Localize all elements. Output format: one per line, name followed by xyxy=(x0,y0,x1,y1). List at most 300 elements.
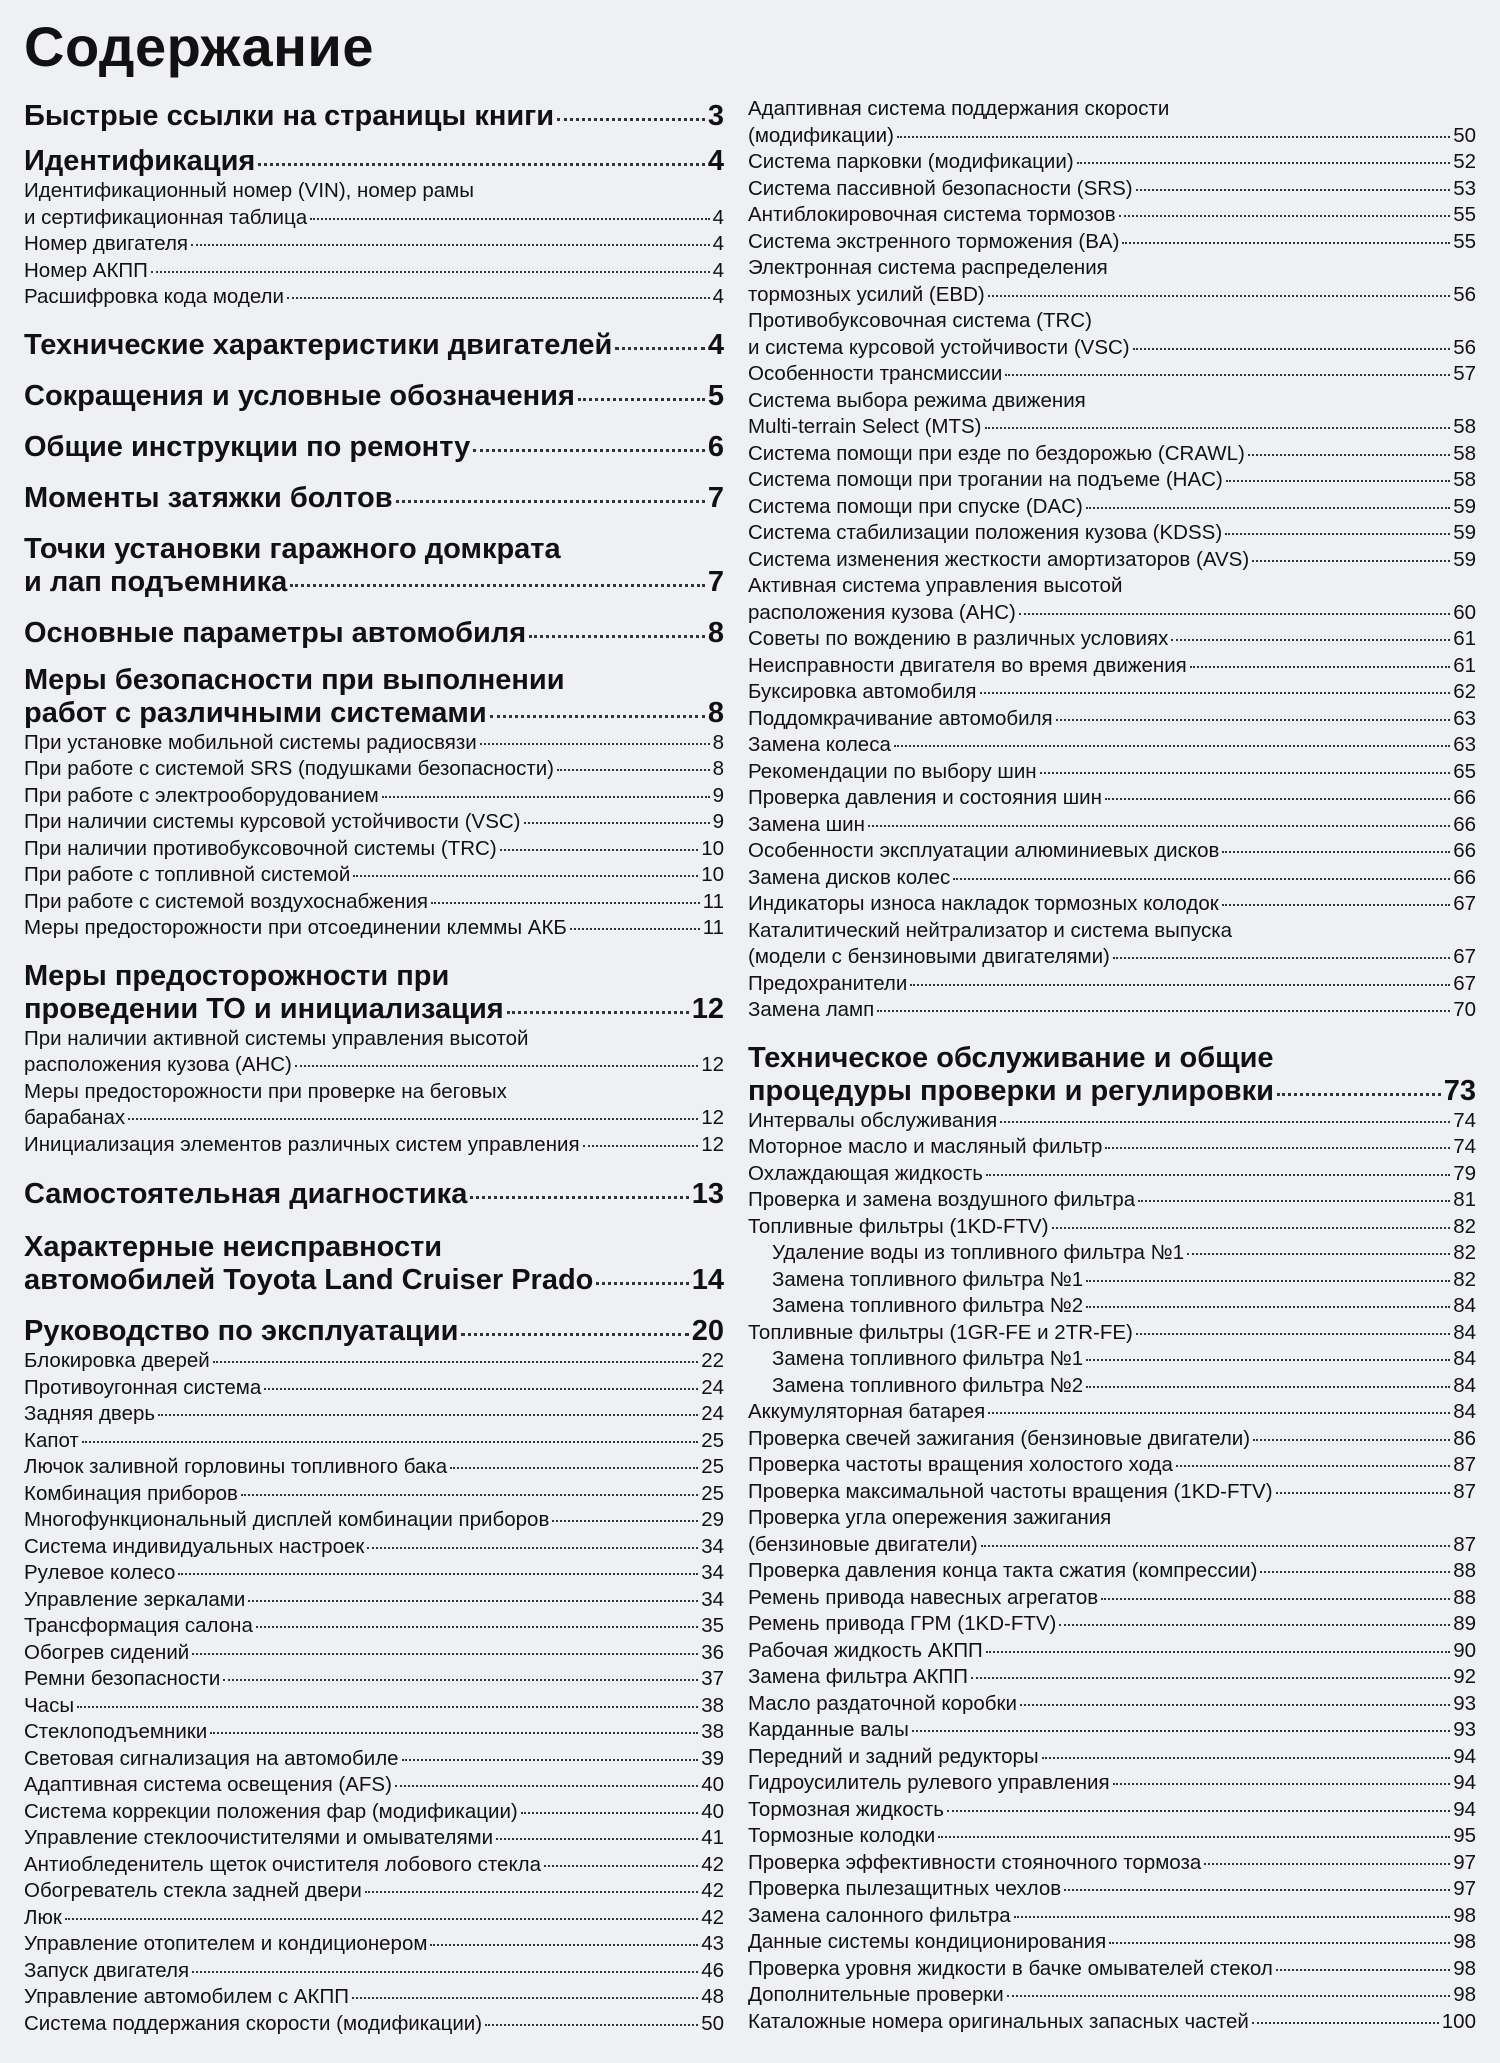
toc-entry-title: (модификации) xyxy=(748,123,894,147)
dot-leader xyxy=(1136,1333,1450,1335)
dot-leader xyxy=(402,1759,699,1761)
toc-heading-line: Характерные неисправности xyxy=(24,1231,443,1263)
toc-entry-title: Система помощи при спуске (DAC) xyxy=(748,494,1083,518)
toc-page-number: 84 xyxy=(1453,1400,1476,1423)
dot-leader xyxy=(1101,1598,1450,1600)
dot-leader xyxy=(1276,1492,1451,1494)
dot-leader xyxy=(912,1730,1450,1732)
toc-page-number: 11 xyxy=(702,916,724,939)
toc-entry-title: проведении ТО и инициализация xyxy=(24,992,504,1025)
dot-leader xyxy=(1007,1995,1450,1997)
toc-entry[interactable] xyxy=(748,176,1476,203)
toc-entry[interactable] xyxy=(24,1375,724,1402)
toc-heading[interactable] xyxy=(24,566,724,599)
toc-page-number: 98 xyxy=(1453,1903,1476,1927)
toc-entry[interactable] xyxy=(748,1717,1476,1744)
toc-entry-title: Обогреватель стекла задней двери xyxy=(24,1879,362,1902)
toc-page-number: 53 xyxy=(1453,176,1476,200)
toc-heading[interactable] xyxy=(24,993,724,1026)
toc-entry[interactable] xyxy=(748,149,1476,176)
toc-entry[interactable] xyxy=(24,1348,724,1375)
toc-page-number: 79 xyxy=(1453,1161,1476,1185)
toc-entry[interactable] xyxy=(748,1320,1476,1347)
toc-entry-title: Противоугонная система xyxy=(24,1375,262,1399)
dot-leader xyxy=(223,1679,698,1681)
toc-page-number: 13 xyxy=(691,1178,724,1210)
toc-entry[interactable] xyxy=(748,1108,1476,1135)
toc-page-number: 87 xyxy=(1453,1453,1476,1476)
toc-entry[interactable] xyxy=(748,547,1476,574)
toc-page-number: 98 xyxy=(1453,1983,1476,2006)
toc-entry[interactable] xyxy=(24,1799,724,1826)
toc-entry-title: Система поддержания скорости (модификации) xyxy=(24,2011,483,2035)
toc-entry[interactable] xyxy=(748,1532,1476,1559)
toc-entry[interactable] xyxy=(24,1984,724,2011)
toc-entry[interactable] xyxy=(748,1611,1476,1638)
dot-leader xyxy=(82,1441,698,1443)
toc-entry[interactable] xyxy=(748,520,1476,547)
toc-page-number: 8 xyxy=(712,757,724,780)
toc-entry[interactable] xyxy=(748,1850,1476,1877)
toc-page-number: 39 xyxy=(701,1746,724,1770)
toc-entry-title: Часы xyxy=(24,1693,75,1717)
toc-entry[interactable] xyxy=(24,1052,724,1079)
toc-entry[interactable] xyxy=(748,494,1476,521)
toc-page-number: 66 xyxy=(1453,865,1476,889)
toc-entry-line: Проверка угла опережения зажигания xyxy=(748,1506,1112,1529)
toc-heading[interactable] xyxy=(748,1075,1476,1108)
dot-leader xyxy=(1113,1783,1451,1785)
toc-entry-title: Управление стеклоочистителями и омывателями xyxy=(24,1826,494,1849)
toc-heading[interactable] xyxy=(24,1315,724,1348)
toc-entry-line: Меры предосторожности при проверке на беговых xyxy=(24,1079,507,1103)
toc-entry-title: Ремень привода навесных агрегатов xyxy=(748,1585,1099,1609)
dot-leader xyxy=(552,1520,698,1522)
toc-entry[interactable] xyxy=(748,1585,1476,1612)
toc-entry-title: Система индивидуальных настроек xyxy=(24,1534,365,1558)
toc-page-number: 61 xyxy=(1453,627,1476,650)
toc-entry-title: Замена салонного фильтра xyxy=(748,1903,1011,1927)
dot-leader xyxy=(151,271,710,273)
toc-entry-title: автомобилей Toyota Land Cruiser Prado xyxy=(24,1264,594,1296)
dot-leader xyxy=(395,1785,698,1787)
dot-leader xyxy=(496,1838,698,1840)
toc-entry[interactable] xyxy=(748,1240,1476,1267)
toc-entry-title: Управление отопителем и кондиционером xyxy=(24,1932,428,1955)
toc-page-number: 4 xyxy=(707,328,724,361)
toc-entry[interactable] xyxy=(748,1903,1476,1930)
toc-entry-title: При установке мобильной системы радиосвязи xyxy=(24,730,477,754)
toc-page-number: 4 xyxy=(707,145,724,177)
dot-leader xyxy=(1005,374,1450,376)
toc-page-number: 12 xyxy=(701,1106,724,1129)
toc-page-number: 59 xyxy=(1453,521,1476,544)
toc-page-number: 12 xyxy=(701,1053,724,1076)
toc-entry[interactable] xyxy=(748,1770,1476,1797)
toc-entry[interactable] xyxy=(24,1931,724,1958)
dot-leader xyxy=(953,878,1450,880)
toc-page-number: 67 xyxy=(1453,945,1476,968)
toc-page-number: 8 xyxy=(707,616,724,649)
toc-page-number: 56 xyxy=(1453,282,1476,306)
dot-leader xyxy=(210,1732,698,1734)
dot-leader xyxy=(500,849,699,851)
toc-entry[interactable] xyxy=(748,2009,1476,2036)
toc-entry[interactable] xyxy=(748,653,1476,680)
toc-entry-title: Замена фильтра АКПП xyxy=(748,1665,969,1688)
toc-entry[interactable] xyxy=(24,1481,724,1508)
toc-entry[interactable] xyxy=(748,1426,1476,1453)
toc-entry[interactable] xyxy=(748,1267,1476,1294)
toc-page-number: 60 xyxy=(1453,600,1476,624)
toc-heading[interactable] xyxy=(24,329,724,362)
toc-entry[interactable] xyxy=(24,1878,724,1905)
toc-entry[interactable] xyxy=(24,1746,724,1773)
toc-entry-title: (модели с бензиновыми двигателями) xyxy=(748,945,1110,968)
dot-leader xyxy=(1086,507,1450,509)
toc-page-number: 82 xyxy=(1453,1241,1476,1264)
toc-entry-title: и лап подъемника xyxy=(24,565,288,598)
toc-entry-title: Охлаждающая жидкость xyxy=(748,1161,983,1185)
dot-leader xyxy=(191,244,710,246)
toc-heading[interactable] xyxy=(24,482,724,515)
toc-entry[interactable] xyxy=(24,836,724,863)
toc-entry[interactable] xyxy=(748,1876,1476,1903)
toc-entry[interactable] xyxy=(24,284,724,311)
toc-entry[interactable] xyxy=(748,1956,1476,1983)
toc-entry-title: Гидроусилитель рулевого управления xyxy=(748,1771,1110,1794)
toc-entry[interactable] xyxy=(748,441,1476,468)
toc-entry-title: Топливные фильтры (1GR-FE и 2TR-FE) xyxy=(748,1320,1133,1344)
toc-entry-title: Быстрые ссылки на страницы книги xyxy=(24,100,555,132)
toc-entry[interactable] xyxy=(748,1346,1476,1373)
toc-page-number: 34 xyxy=(701,1561,724,1584)
dot-leader xyxy=(158,1414,698,1416)
toc-entry[interactable] xyxy=(24,1428,724,1455)
toc-page-number: 11 xyxy=(702,889,724,913)
toc-page-number: 10 xyxy=(701,836,724,860)
dot-leader xyxy=(986,1174,1450,1176)
toc-heading[interactable] xyxy=(24,1264,724,1297)
toc-entry-title: Основные параметры автомобиля xyxy=(24,616,527,649)
toc-entry[interactable] xyxy=(24,258,724,285)
toc-page-number: 93 xyxy=(1453,1718,1476,1741)
toc-entry-title: Проверка максимальной частоты вращения (1KD-FTV) xyxy=(748,1479,1273,1503)
toc-entry[interactable] xyxy=(24,889,724,916)
toc-entry[interactable] xyxy=(748,1744,1476,1771)
toc-heading[interactable] xyxy=(24,145,724,178)
toc-entry-title: Особенности трансмиссии xyxy=(748,362,1003,385)
toc-entry[interactable] xyxy=(24,1507,724,1534)
toc-entry-title: Моторное масло и масляный фильтр xyxy=(748,1135,1103,1158)
dot-leader xyxy=(570,928,700,930)
toc-entry[interactable] xyxy=(24,1693,724,1720)
dot-leader xyxy=(894,745,1450,747)
dot-leader xyxy=(1064,1889,1450,1891)
dot-leader xyxy=(65,1918,698,1920)
toc-entry[interactable] xyxy=(748,997,1476,1024)
dot-leader xyxy=(980,692,1451,694)
toc-page-number: 58 xyxy=(1453,415,1476,438)
toc-entry[interactable] xyxy=(748,891,1476,918)
toc-entry[interactable] xyxy=(748,600,1476,627)
dot-leader xyxy=(1105,798,1450,800)
dot-leader xyxy=(473,449,705,452)
toc-page-number: 81 xyxy=(1453,1188,1476,1211)
toc-entry[interactable] xyxy=(748,123,1476,150)
toc-page-number: 12 xyxy=(701,1132,724,1156)
toc-page-number: 37 xyxy=(701,1667,724,1690)
toc-entry-title: Управление автомобилем с АКПП xyxy=(24,1985,349,2008)
toc-page-number: 25 xyxy=(701,1455,724,1478)
dot-leader xyxy=(868,825,1450,827)
toc-page-number: 35 xyxy=(701,1614,724,1637)
toc-entry[interactable] xyxy=(748,944,1476,971)
toc-entry[interactable] xyxy=(24,1666,724,1693)
toc-entry[interactable] xyxy=(748,1452,1476,1479)
toc-page-number: 98 xyxy=(1453,1956,1476,1980)
toc-page-number: 36 xyxy=(701,1640,724,1664)
toc-entry[interactable] xyxy=(748,414,1476,441)
toc-entry-line: Противобуксовочная система (TRC) xyxy=(748,309,1092,332)
dot-leader xyxy=(1019,613,1450,615)
toc-page-number: 12 xyxy=(691,992,724,1025)
toc-entry[interactable] xyxy=(24,1825,724,1852)
toc-entry[interactable] xyxy=(24,809,724,836)
toc-entry[interactable] xyxy=(24,1105,724,1132)
toc-entry-title: Замена колеса xyxy=(748,733,891,756)
toc-entry[interactable] xyxy=(24,1454,724,1481)
toc-entry-title: Топливные фильтры (1KD-FTV) xyxy=(748,1214,1049,1238)
toc-entry-title: Обогрев сидений xyxy=(24,1640,190,1664)
dot-leader xyxy=(264,1388,698,1390)
toc-page-number: 20 xyxy=(691,1315,724,1347)
toc-entry-title: Сокращения и условные обозначения xyxy=(24,379,575,412)
toc-entry[interactable] xyxy=(748,626,1476,653)
toc-heading[interactable] xyxy=(24,617,724,650)
toc-entry[interactable] xyxy=(24,756,724,783)
toc-entry-title: Ремень привода ГРМ (1KD-FTV) xyxy=(748,1612,1057,1635)
toc-entry-title: Предохранители xyxy=(748,971,908,995)
toc-entry-title: Номер двигателя xyxy=(24,232,189,255)
toc-entry[interactable] xyxy=(748,838,1476,865)
toc-page-number: 84 xyxy=(1453,1320,1476,1344)
toc-entry-title: Рабочая жидкость АКПП xyxy=(748,1638,983,1662)
toc-entry[interactable] xyxy=(748,679,1476,706)
toc-entry[interactable] xyxy=(24,862,724,889)
toc-entry[interactable] xyxy=(748,1399,1476,1426)
dot-leader xyxy=(1042,1757,1451,1759)
toc-entry[interactable] xyxy=(748,759,1476,786)
toc-page-number: 63 xyxy=(1453,733,1476,756)
dot-leader xyxy=(897,136,1450,138)
dot-leader xyxy=(524,822,710,824)
toc-entry-title: Общие инструкции по ремонту xyxy=(24,430,471,463)
toc-entry[interactable] xyxy=(24,1613,724,1640)
toc-entry[interactable] xyxy=(24,1587,724,1614)
toc-entry[interactable] xyxy=(748,1929,1476,1956)
toc-page-number: 61 xyxy=(1453,653,1476,677)
toc-page-number: 43 xyxy=(701,1932,724,1955)
toc-page-number: 14 xyxy=(691,1264,724,1296)
dot-leader xyxy=(353,875,698,877)
dot-leader xyxy=(1052,1227,1451,1229)
toc-page-number: 10 xyxy=(701,863,724,886)
toc-entry-title: Световая сигнализация на автомобиле xyxy=(24,1746,399,1770)
toc-entry[interactable] xyxy=(748,467,1476,494)
toc-entry[interactable] xyxy=(24,205,724,232)
dot-leader xyxy=(248,1600,698,1602)
toc-entry[interactable] xyxy=(748,1134,1476,1161)
toc-entry[interactable] xyxy=(24,1958,724,1985)
dot-leader xyxy=(583,1145,699,1147)
toc-page-number: 95 xyxy=(1453,1824,1476,1847)
toc-page-number: 4 xyxy=(712,285,724,308)
toc-heading-line: Меры безопасности при выполнении xyxy=(24,663,565,696)
toc-entry-title: Запуск двигателя xyxy=(24,1958,190,1982)
toc-entry[interactable] xyxy=(748,865,1476,892)
toc-entry[interactable] xyxy=(24,915,724,942)
toc-entry[interactable] xyxy=(24,1719,724,1746)
toc-page-number: 25 xyxy=(701,1481,724,1505)
toc-entry-title: работ с различными системами xyxy=(24,696,487,729)
toc-entry[interactable] xyxy=(24,730,724,757)
toc-entry-title: Дополнительные проверки xyxy=(748,1983,1004,2006)
toc-entry[interactable] xyxy=(748,812,1476,839)
toc-entry-title: тормозных усилий (EBD) xyxy=(748,282,985,306)
toc-page-number: 8 xyxy=(707,696,724,729)
toc-entry[interactable] xyxy=(24,1560,724,1587)
toc-heading[interactable] xyxy=(24,380,724,413)
toc-entry-title: Инициализация элементов различных систем управления xyxy=(24,1132,580,1156)
toc-entry-title: Комбинация приборов xyxy=(24,1481,238,1505)
dot-leader xyxy=(1086,1306,1450,1308)
dot-leader xyxy=(77,1706,698,1708)
toc-page-number: 42 xyxy=(701,1905,724,1929)
toc-entry[interactable] xyxy=(748,1797,1476,1824)
toc-entry[interactable] xyxy=(24,1401,724,1428)
toc-entry[interactable] xyxy=(748,1373,1476,1400)
toc-entry-line: Каталитический нейтрализатор и система выпуска xyxy=(748,918,1233,942)
toc-entry[interactable] xyxy=(24,1905,724,1932)
toc-entry-title: Рекомендации по выбору шин xyxy=(748,759,1037,783)
toc-page-number: 4 xyxy=(712,232,724,255)
toc-page-number: 58 xyxy=(1453,468,1476,491)
toc-entry-title: Расшифровка кода модели xyxy=(24,285,284,308)
toc-entry-title: Аккумуляторная батарея xyxy=(748,1400,986,1423)
toc-entry[interactable] xyxy=(748,1982,1476,2009)
toc-page-number: 50 xyxy=(701,2011,724,2035)
dot-leader xyxy=(431,902,700,904)
toc-page-number: 88 xyxy=(1453,1559,1476,1582)
toc-entry[interactable] xyxy=(748,971,1476,998)
toc-entry[interactable] xyxy=(24,1640,724,1667)
toc-entry-title: барабанах xyxy=(24,1106,126,1129)
dot-leader xyxy=(877,1010,1450,1012)
dot-leader xyxy=(1225,533,1450,535)
toc-entry[interactable] xyxy=(24,231,724,258)
toc-entry[interactable] xyxy=(748,282,1476,309)
toc-heading[interactable] xyxy=(24,100,724,133)
toc-entry-title: Задняя дверь xyxy=(24,1402,156,1425)
toc-entry-title: Моменты затяжки болтов xyxy=(24,481,393,514)
toc-page-number: 34 xyxy=(701,1534,724,1558)
toc-entry-title: Удаление воды из топливного фильтра №1 xyxy=(772,1241,1185,1264)
toc-column-right xyxy=(748,96,1476,2035)
toc-entry[interactable] xyxy=(748,1293,1476,1320)
toc-page-number: 84 xyxy=(1453,1294,1476,1317)
toc-page-number: 67 xyxy=(1453,971,1476,995)
toc-page-number: 38 xyxy=(701,1693,724,1717)
toc-entry-title: Система изменения жесткости амортизаторов (AVS) xyxy=(748,547,1250,571)
toc-entry[interactable] xyxy=(24,783,724,810)
toc-entry-title: Советы по вождению в различных условиях xyxy=(748,627,1169,650)
toc-entry-title: Тормозная жидкость xyxy=(748,1797,944,1821)
toc-entry[interactable] xyxy=(24,1852,724,1879)
dot-leader xyxy=(430,1944,698,1946)
toc-heading[interactable] xyxy=(24,431,724,464)
toc-entry[interactable] xyxy=(748,1214,1476,1241)
toc-entry-title: При наличии противобуксовочной системы (TRC) xyxy=(24,836,497,860)
dot-leader xyxy=(544,1865,698,1867)
toc-entry[interactable] xyxy=(748,361,1476,388)
toc-entry[interactable] xyxy=(748,1479,1476,1506)
toc-entry[interactable] xyxy=(748,706,1476,733)
dot-leader xyxy=(290,584,705,587)
toc-entry[interactable] xyxy=(748,1823,1476,1850)
toc-entry-title: При работе с системой SRS (подушками безопасности) xyxy=(24,757,554,780)
toc-entry[interactable] xyxy=(24,2011,724,2038)
toc-heading[interactable] xyxy=(24,697,724,730)
toc-entry-title: Проверка частоты вращения холостого хода xyxy=(748,1453,1173,1476)
toc-entry[interactable] xyxy=(748,1187,1476,1214)
toc-page-number: 50 xyxy=(1453,123,1476,147)
dot-leader xyxy=(396,500,705,503)
toc-entry[interactable] xyxy=(748,1691,1476,1718)
toc-entry-title: Система парковки (модификации) xyxy=(748,150,1074,173)
dot-leader xyxy=(1059,1624,1450,1626)
toc-entry[interactable] xyxy=(748,1558,1476,1585)
toc-page-number: 97 xyxy=(1453,1877,1476,1900)
toc-entry-title: Тормозные колодки xyxy=(748,1824,936,1847)
toc-entry[interactable] xyxy=(748,202,1476,229)
toc-entry[interactable] xyxy=(748,732,1476,759)
toc-entry[interactable] xyxy=(748,785,1476,812)
toc-entry[interactable] xyxy=(24,1534,724,1561)
toc-heading[interactable] xyxy=(24,1178,724,1211)
toc-entry[interactable] xyxy=(24,1132,724,1159)
toc-entry-title: Замена дисков колес xyxy=(748,865,951,889)
toc-page-number: 38 xyxy=(701,1720,724,1743)
toc-entry-line: Электронная система распределения xyxy=(748,256,1108,279)
toc-entry-title: Каталожные номера оригинальных запасных частей xyxy=(748,2009,1249,2033)
toc-entry-title: Лючок заливной горловины топливного бака xyxy=(24,1455,448,1478)
toc-entry[interactable] xyxy=(748,1638,1476,1665)
toc-entry[interactable] xyxy=(748,1161,1476,1188)
toc-page-number: 66 xyxy=(1453,812,1476,836)
toc-entry[interactable] xyxy=(24,1772,724,1799)
toc-page-number: 88 xyxy=(1453,1585,1476,1609)
toc-entry[interactable] xyxy=(748,335,1476,362)
toc-entry-line: Система выбора режима движения xyxy=(748,388,1086,412)
dot-leader xyxy=(1252,560,1450,562)
toc-entry[interactable] xyxy=(748,1664,1476,1691)
toc-page-number: 57 xyxy=(1453,362,1476,385)
toc-entry-title: и сертификационная таблица xyxy=(24,205,308,229)
toc-entry[interactable] xyxy=(748,229,1476,256)
toc-page-number: 67 xyxy=(1453,892,1476,915)
toc-page-number: 98 xyxy=(1453,1930,1476,1953)
